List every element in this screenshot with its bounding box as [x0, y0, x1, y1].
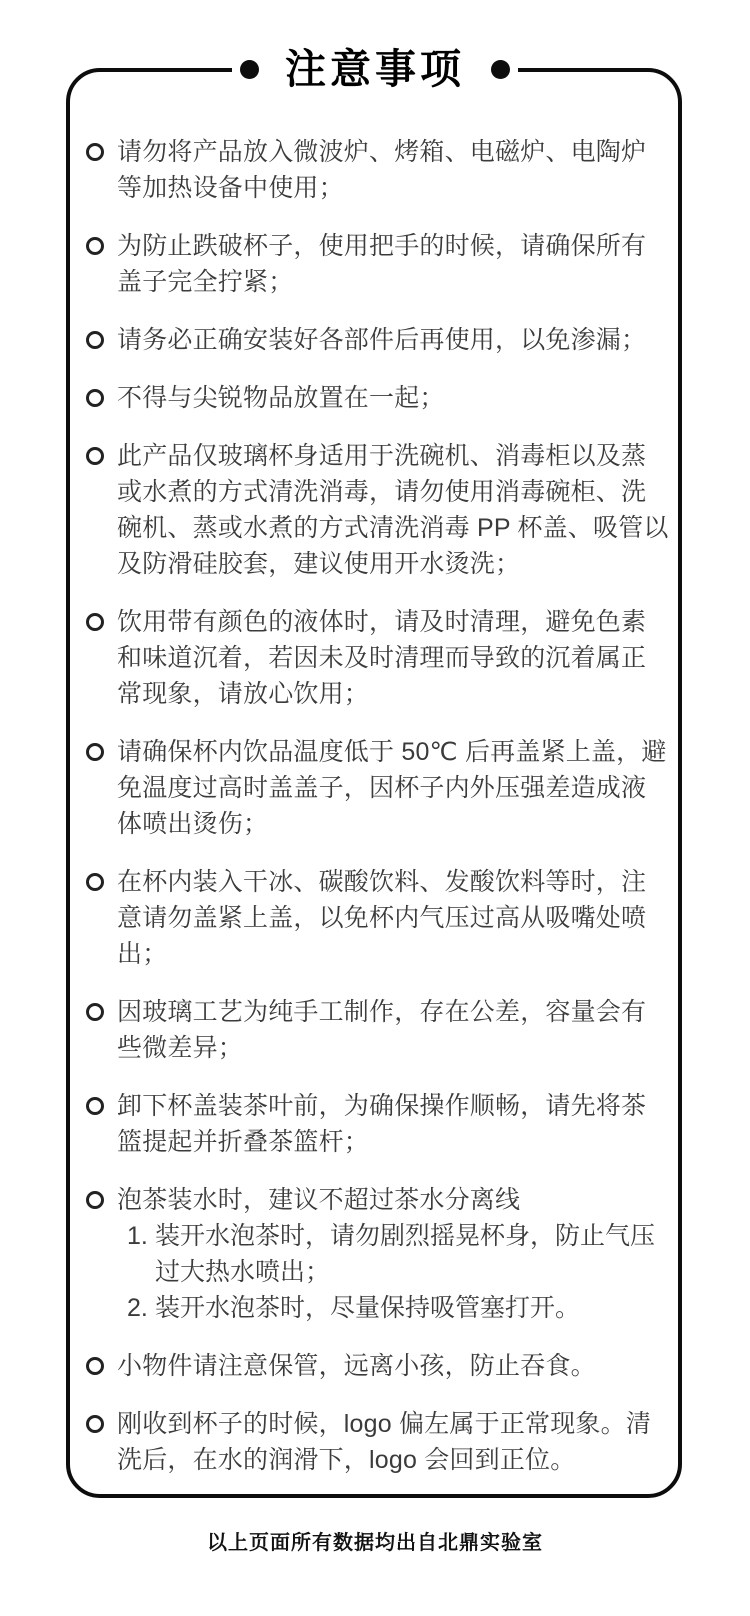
notice-item-text: 不得与尖锐物品放置在一起；: [117, 384, 445, 412]
bullet-circle-icon: [86, 1357, 104, 1375]
bullet-circle-icon: [86, 237, 104, 255]
sub-item-text: 装开水泡茶时，尽量保持吸管塞打开。: [155, 1294, 581, 1322]
notice-list-item: [86, 380, 670, 416]
bullet-circle-icon: [86, 873, 104, 891]
notice-list-item: [86, 1406, 670, 1478]
notice-sub-item: [127, 1290, 670, 1326]
bullet-circle-icon: [86, 1415, 104, 1433]
notice-list-item: [86, 734, 670, 842]
notice-list-item: [86, 134, 670, 206]
notice-item-body: [117, 994, 670, 1066]
bullet-circle-icon: [86, 1003, 104, 1021]
notice-item-text: 为防止跌破杯子，使用把手的时候，请确保所有盖子完全拧紧；: [117, 232, 647, 296]
bullet-circle-icon: [86, 331, 104, 349]
notice-item-text: 请确保杯内饮品温度低于 50℃ 后再盖紧上盖，避免温度过高时盖盖子，因杯子内外压强差造成液体喷出烫伤；: [117, 738, 667, 838]
notice-item-text: 请勿将产品放入微波炉、烤箱、电磁炉、电陶炉等加热设备中使用；: [117, 138, 647, 202]
notice-list-item: [86, 1088, 670, 1160]
bullet-circle-icon: [86, 447, 104, 465]
notice-item-body: [117, 1182, 670, 1326]
notice-list: [86, 134, 670, 1500]
notice-sub-list: [117, 1218, 670, 1326]
notice-item-text: 请务必正确安装好各部件后再使用，以免渗漏；: [117, 326, 647, 354]
notice-item-text: 卸下杯盖装茶叶前，为确保操作顺畅，请先将茶篮提起并折叠茶篮杆；: [117, 1092, 647, 1156]
notice-item-body: [117, 1088, 670, 1160]
notice-item-text: 因玻璃工艺为纯手工制作，存在公差，容量会有些微差异；: [117, 998, 647, 1062]
title-connector-dot-left: [240, 60, 259, 79]
notice-item-text: 小物件请注意保管，远离小孩，防止吞食。: [117, 1352, 596, 1380]
notice-item-text: 泡茶装水时，建议不超过茶水分离线: [117, 1186, 521, 1214]
notice-item-body: [117, 380, 670, 416]
page-title: 注意事项: [285, 45, 465, 92]
notice-item-body: [117, 438, 670, 582]
notice-item-body: [117, 228, 670, 300]
notice-list-item: [86, 1182, 670, 1326]
notice-item-text: 在杯内装入干冰、碳酸饮料、发酸饮料等时，注意请勿盖紧上盖，以免杯内气压过高从吸嘴处喷出；: [117, 868, 647, 968]
sub-item-number: 1.: [127, 1222, 148, 1250]
bullet-circle-icon: [86, 1097, 104, 1115]
title-connector-dot-right: [491, 60, 510, 79]
sub-item-number: 2.: [127, 1294, 148, 1322]
notice-item-body: [117, 322, 670, 358]
title-band: [232, 40, 518, 98]
notice-item-body: [117, 864, 670, 972]
bullet-circle-icon: [86, 143, 104, 161]
notice-item-body: [117, 734, 670, 842]
notice-list-item: [86, 1348, 670, 1384]
footer-note: 以上页面所有数据均出自北鼎实验室: [207, 1532, 543, 1554]
sub-item-text: 装开水泡茶时，请勿剧烈摇晃杯身，防止气压过大热水喷出；: [155, 1222, 656, 1286]
notice-item-body: [117, 604, 670, 712]
notice-sub-item: [127, 1218, 670, 1290]
notice-list-item: [86, 864, 670, 972]
notice-item-body: [117, 134, 670, 206]
notice-list-item: [86, 228, 670, 300]
bullet-circle-icon: [86, 743, 104, 761]
bullet-circle-icon: [86, 389, 104, 407]
notice-item-body: [117, 1406, 670, 1478]
bullet-circle-icon: [86, 1191, 104, 1209]
bullet-circle-icon: [86, 613, 104, 631]
notice-item-text: 饮用带有颜色的液体时，请及时清理，避免色素和味道沉着，若因未及时清理而导致的沉着属正常现象，请放心饮用；: [117, 608, 647, 708]
notice-item-body: [117, 1348, 670, 1384]
notice-list-item: [86, 604, 670, 712]
notice-item-text: 刚收到杯子的时候，logo 偏左属于正常现象。清洗后，在水的润滑下，logo 会回到正位。: [117, 1410, 652, 1474]
notice-list-item: [86, 438, 670, 582]
notice-list-item: [86, 994, 670, 1066]
notice-list-item: [86, 322, 670, 358]
notice-item-text: 此产品仅玻璃杯身适用于洗碗机、消毒柜以及蒸或水煮的方式清洗消毒，请勿使用消毒碗柜、洗碗机、蒸或水煮的方式清洗消毒 PP 杯盖、吸管以及防滑硅胶套，建议使用开水烫洗；: [117, 442, 669, 578]
